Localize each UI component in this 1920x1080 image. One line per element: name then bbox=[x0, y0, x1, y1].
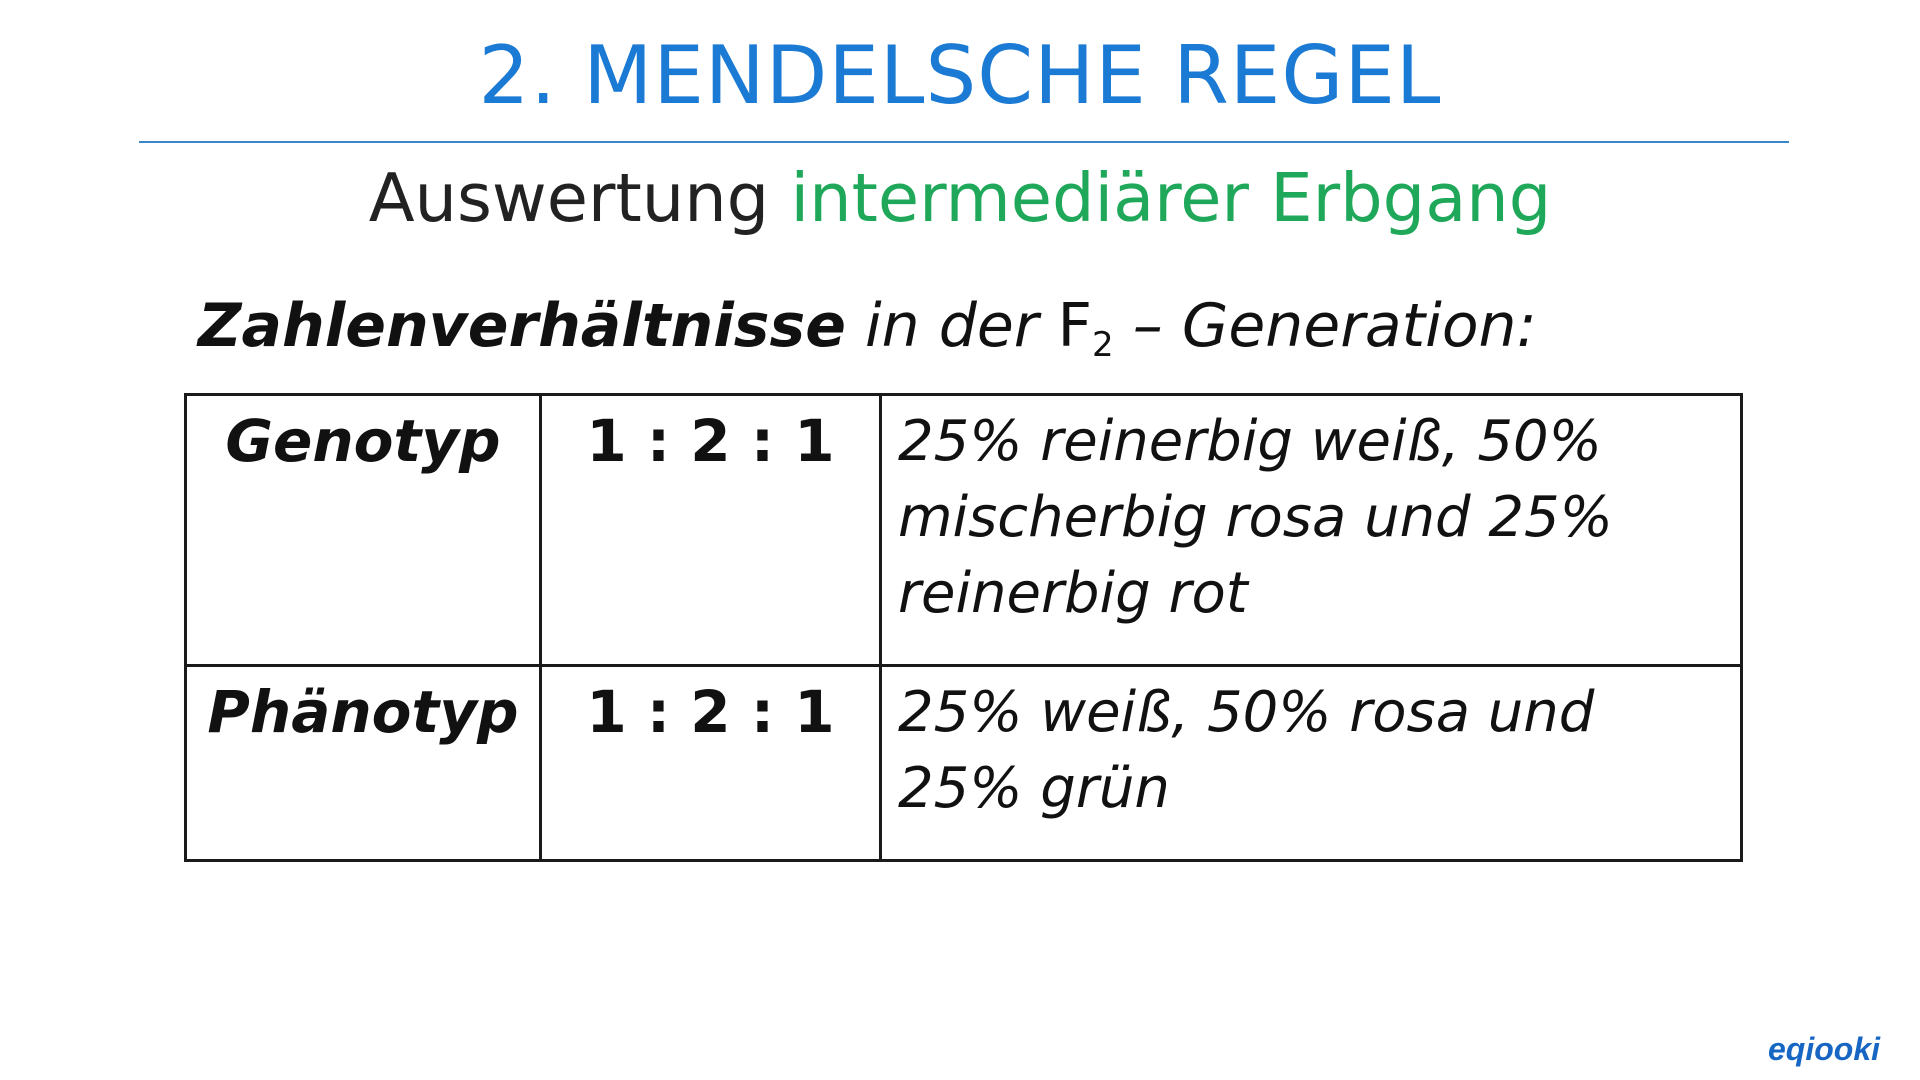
subtitle-accent: intermediärer Erbgang bbox=[790, 159, 1552, 237]
subtitle bbox=[0, 158, 1920, 238]
eqiooki-logo-icon bbox=[1768, 1028, 1904, 1068]
intro-suffix: – Generation: bbox=[1132, 291, 1537, 361]
row-ratio-genotype: 1 : 2 : 1 bbox=[541, 395, 881, 666]
table-row-genotype bbox=[186, 395, 1742, 666]
ratio-table bbox=[184, 393, 1743, 862]
intro-f-letter: F bbox=[1057, 291, 1093, 361]
row-description-genotype: 25% reinerbig weiß, 50% mischerbig rosa und 25% reinerbig rot bbox=[881, 395, 1742, 666]
page-title: 2. MENDELSCHE REGEL bbox=[478, 29, 1442, 122]
intro-heading bbox=[198, 288, 1537, 383]
intro-middle: in der bbox=[865, 291, 1039, 361]
row-description-phenotype: 25% weiß, 50% rosa und 25% grün bbox=[881, 666, 1742, 861]
title-divider bbox=[139, 141, 1789, 143]
subtitle-prefix: Auswertung bbox=[368, 159, 770, 237]
logo-text: eqiooki bbox=[1768, 1031, 1881, 1067]
intro-f-subscript: 2 bbox=[1092, 325, 1114, 365]
row-label-phenotype: Phänotyp bbox=[186, 666, 541, 861]
row-label-genotype: Genotyp bbox=[186, 395, 541, 666]
row-ratio-phenotype: 1 : 2 : 1 bbox=[541, 666, 881, 861]
intro-strong: Zahlenverhältnisse bbox=[198, 291, 846, 361]
table-row-phenotype bbox=[186, 666, 1742, 861]
